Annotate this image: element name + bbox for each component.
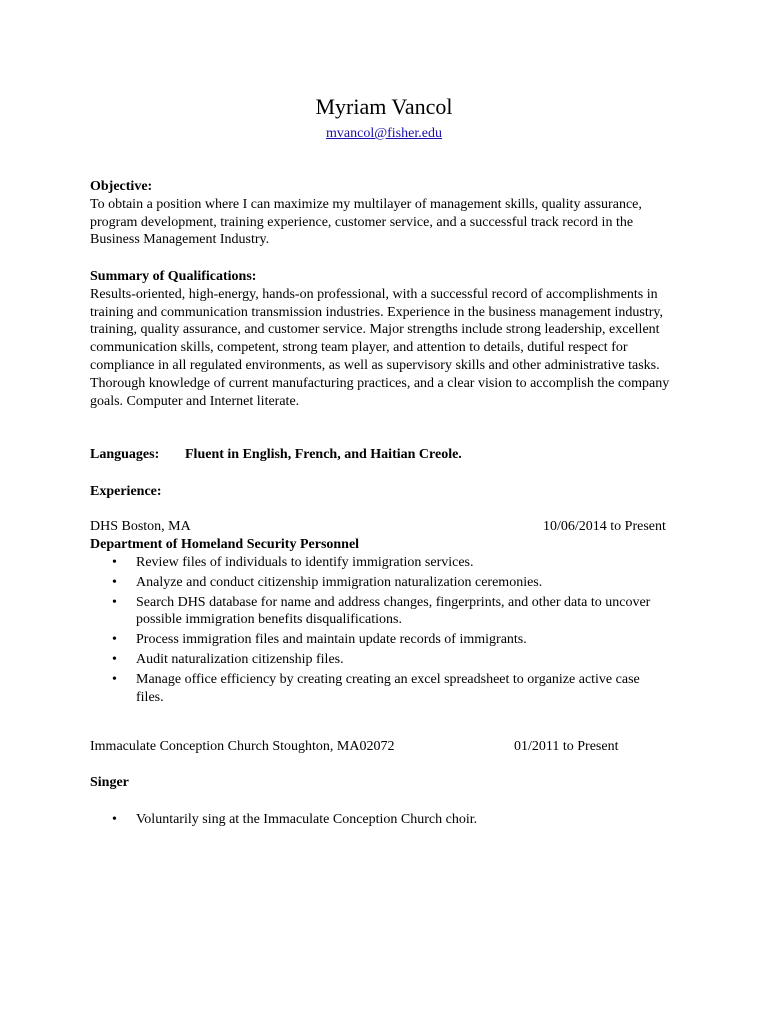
languages-value: Fluent in English, French, and Haitian Creole. bbox=[185, 447, 462, 462]
list-item bbox=[90, 594, 670, 630]
bullet-icon: • bbox=[112, 651, 117, 667]
job-dates: 10/06/2014 to Present bbox=[543, 519, 666, 534]
job-dates: 01/2011 to Present bbox=[514, 739, 619, 754]
list-item bbox=[90, 811, 670, 829]
bullet-icon: • bbox=[112, 555, 117, 570]
list-item bbox=[90, 554, 670, 572]
summary-heading: Summary of Qualifications: bbox=[90, 269, 257, 284]
list-item bbox=[90, 671, 670, 707]
bullet-icon: • bbox=[112, 594, 117, 610]
duty-text: Audit naturalization citizenship files. bbox=[136, 651, 344, 667]
objective-text: To obtain a position where I can maximize my multilayer of management skills, quality assurance, program development, training experience, customer service, and a successful track record in the Business Management Industry. bbox=[90, 196, 642, 248]
email-line bbox=[0, 125, 768, 143]
bullet-icon: • bbox=[112, 632, 117, 648]
bullet-icon: • bbox=[112, 574, 117, 590]
bullet-icon: • bbox=[112, 671, 117, 687]
list-item bbox=[90, 574, 670, 592]
candidate-name: Myriam Vancol bbox=[315, 94, 453, 119]
duty-text: Review files of individuals to identify immigration services. bbox=[136, 555, 474, 570]
languages-label: Languages: bbox=[90, 447, 160, 462]
duty-text: Process immigration files and maintain update records of immigrants. bbox=[136, 632, 527, 648]
bullet-icon: • bbox=[112, 812, 117, 827]
job-employer: Immaculate Conception Church Stoughton, MA02072 bbox=[90, 739, 395, 754]
experience-heading: Experience: bbox=[90, 484, 162, 499]
list-item bbox=[90, 651, 670, 669]
job-duties-list bbox=[90, 811, 670, 829]
list-item bbox=[90, 631, 670, 649]
job-header-row bbox=[90, 518, 680, 536]
objective-section bbox=[90, 178, 680, 249]
duty-text: Manage office efficiency by creating creating an excel spreadsheet to organize active case files. bbox=[136, 671, 640, 705]
duty-text: Voluntarily sing at the Immaculate Conception Church choir. bbox=[136, 812, 478, 827]
objective-heading: Objective: bbox=[90, 179, 153, 194]
job-title: Singer bbox=[90, 775, 129, 790]
job-header-row bbox=[90, 738, 680, 756]
duty-text: Analyze and conduct citizenship immigration naturalization ceremonies. bbox=[136, 574, 543, 590]
job-employer: DHS Boston, MA bbox=[90, 519, 191, 534]
email-link[interactable]: mvancol@fisher.edu bbox=[326, 126, 442, 141]
job-title: Department of Homeland Security Personnel bbox=[90, 537, 360, 552]
duty-text: Search DHS database for name and address changes, fingerprints, and other data to uncover possible immigration benefits disqualifications. bbox=[136, 594, 651, 628]
job-duties-list bbox=[90, 554, 670, 706]
summary-section bbox=[90, 268, 680, 410]
languages-row bbox=[90, 446, 462, 464]
summary-text: Results-oriented, high-energy, hands-on professional, with a successful record of accomplishments in training and communication transmission industries. Experience in the business management industry, training, quality assurance, and customer service. Major strengths include strong leadership, excellent communication skills, competent, strong team player, and attention to details, dutiful respect for compliance in all regulated environments, as well as supervisory skills and other administrative tasks. Thorough knowledge of current manufacturing practices, and a clear vision to accomplish the company goals. Computer and Internet literate. bbox=[90, 286, 670, 409]
